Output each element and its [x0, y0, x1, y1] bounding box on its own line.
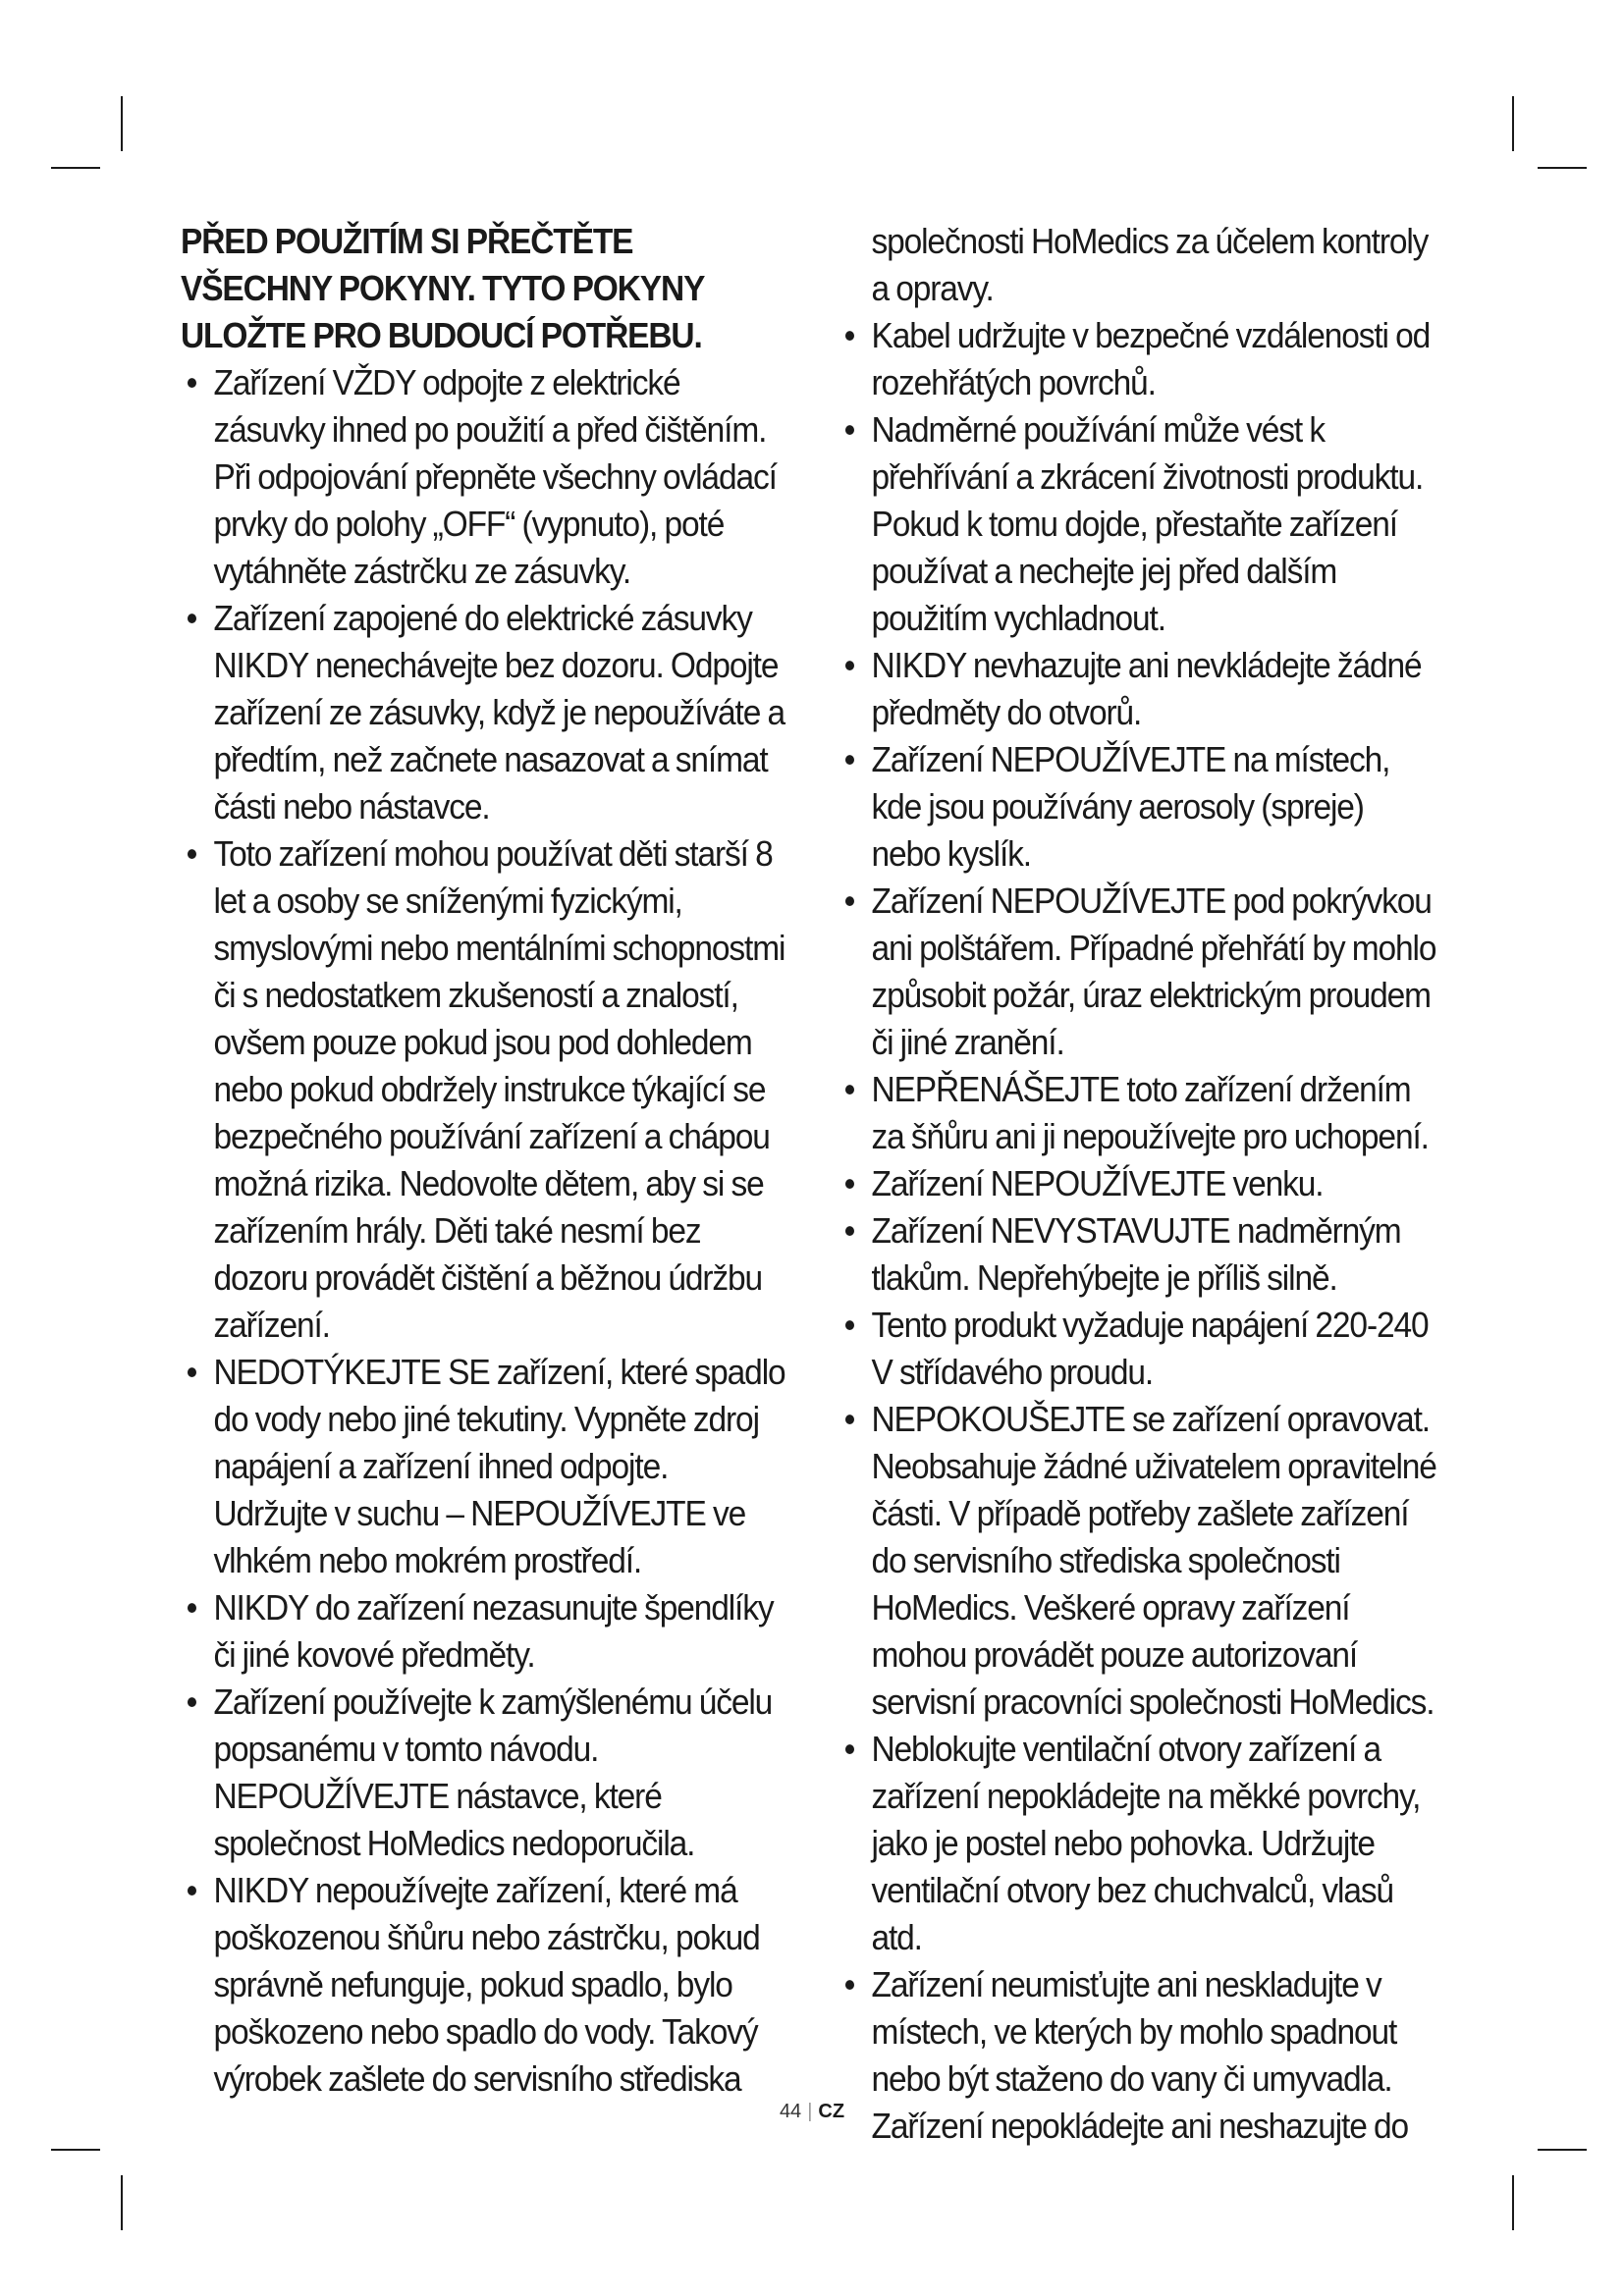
- list-item: [839, 878, 1436, 1066]
- list-item-text: Zařízení zapojené do elektrické zásuvky NIKDY nenechávejte bez dozoru. Odpojte zařízení ze zásuvky, když je nepoužíváte a předtím, než začnete nasazovat a snímat části nebo nástavce.: [213, 598, 785, 827]
- crop-mark-bottom-right-vertical: [1512, 2175, 1514, 2230]
- list-item: [181, 595, 787, 830]
- list-item-text: NIKDY nevhazujte ani nevkládejte žádné předměty do otvorů.: [871, 645, 1422, 732]
- bullet-icon: •: [186, 1682, 197, 1722]
- list-item: [839, 642, 1436, 736]
- bullet-icon: •: [843, 739, 855, 779]
- list-item-text: Neblokujte ventilační otvory zařízení a zařízení nepokládejte na měkké povrchy, jako je postel nebo pohovka. Udržujte ventilační otvory bez chuchvalců, vlasů atd.: [871, 1729, 1421, 1957]
- bullet-icon: •: [843, 645, 855, 685]
- footer-separator: |: [807, 2101, 813, 2122]
- list-item-text: NIKDY nepoužívejte zařízení, které má poškozenou šňůru nebo zástrčku, pokud správně nefunguje, pokud spadlo, bylo poškozeno nebo spadlo do vody. Takový výrobek zašlete do servisního střediska: [213, 1870, 760, 2099]
- list-item-text: Zařízení NEPOUŽÍVEJTE venku.: [871, 1163, 1324, 1203]
- continued-text: společnosti HoMedics za účelem kontroly a opravy.: [871, 221, 1429, 308]
- safety-heading: PŘED POUŽITÍM SI PŘEČTĚTE VŠECHNY POKYNY. TYTO POKYNY ULOŽTE PRO BUDOUCÍ POTŘEBU.: [181, 221, 704, 355]
- list-item-text: Zařízení používejte k zamýšlenému účelu popsanému v tomto návodu. NEPOUŽÍVEJTE nástavce, které společnost HoMedics nedoporučila.: [213, 1682, 773, 1863]
- list-item-text: Zařízení NEPOUŽÍVEJTE na místech, kde jsou používány aerosoly (spreje) nebo kyslík.: [871, 739, 1390, 874]
- page-number: 44: [779, 2101, 802, 2122]
- list-item: [839, 1726, 1436, 1961]
- bullet-icon: •: [843, 1399, 855, 1439]
- right-bullet-list: [839, 312, 1436, 2150]
- list-item-text: Zařízení NEPOUŽÍVEJTE pod pokrývkou ani polštářem. Případné přehřátí by mohlo způsobit požár, úraz elektrickým proudem či jiné zranění.: [871, 881, 1436, 1062]
- bullet-icon: •: [843, 1964, 855, 2004]
- list-item-text: Zařízení NEVYSTAVUJTE nadměrným tlakům. Nepřehýbejte je příliš silně.: [871, 1210, 1401, 1298]
- crop-mark-top-right-horizontal: [1538, 167, 1587, 169]
- list-item: [839, 312, 1436, 406]
- list-item: [839, 736, 1436, 878]
- list-item: [839, 1066, 1436, 1160]
- bullet-icon: •: [843, 881, 855, 921]
- bullet-icon: •: [186, 1587, 197, 1628]
- list-item: [839, 1160, 1436, 1207]
- language-code: CZ: [818, 2101, 845, 2122]
- bullet-icon: •: [843, 1305, 855, 1345]
- crop-mark-top-right-vertical: [1512, 96, 1514, 151]
- bullet-icon: •: [186, 1352, 197, 1392]
- list-item-text: Toto zařízení mohou používat děti starší 8 let a osoby se sníženými fyzickými, smyslovými nebo mentálními schopnostmi či s nedostatkem zkušeností a znalostí, ovšem pouze pokud jsou pod dohledem nebo pokud obdržely instrukce týkající se bezpečného používání zařízení a chápou možná rizika. Nedovolte dětem, aby si se zařízením hrály. Děti také nesmí bez dozoru provádět čištění a běžnou údržbu zařízení.: [213, 833, 785, 1345]
- left-bullet-list: [181, 359, 787, 2103]
- crop-mark-bottom-left-vertical: [121, 2175, 123, 2230]
- crop-mark-top-left-horizontal: [51, 167, 100, 169]
- list-item: [181, 1349, 787, 1584]
- list-item: [181, 1584, 787, 1679]
- bullet-icon: •: [186, 1870, 197, 1910]
- bullet-icon: •: [843, 315, 855, 355]
- list-item: [181, 1867, 787, 2103]
- list-item-text: Kabel udržujte v bezpečné vzdálenosti od rozehřátých povrchů.: [871, 315, 1431, 402]
- list-item: [839, 1396, 1436, 1726]
- list-item-text: Nadměrné používání může vést k přehřívání a zkrácení životnosti produktu. Pokud k tomu dojde, přestaňte zařízení používat a nechejte jej před dalším použitím vychladnout.: [871, 409, 1424, 638]
- crop-mark-top-left-vertical: [121, 96, 123, 151]
- bullet-icon: •: [843, 1069, 855, 1109]
- crop-mark-bottom-left-horizontal: [51, 2149, 100, 2151]
- list-item: [839, 1207, 1436, 1302]
- list-item: [181, 830, 787, 1349]
- list-item-text: NEDOTÝKEJTE SE zařízení, které spadlo do vody nebo jiné tekutiny. Vypněte zdroj napájení a zařízení ihned odpojte. Udržujte v suchu – NEPOUŽÍVEJTE ve vlhkém nebo mokrém prostředí.: [213, 1352, 785, 1580]
- list-item: [839, 406, 1436, 642]
- bullet-icon: •: [843, 1163, 855, 1203]
- bullet-icon: •: [843, 1210, 855, 1251]
- bullet-icon: •: [186, 598, 197, 638]
- list-item-text: NIKDY do zařízení nezasunujte špendlíky či jiné kovové předměty.: [213, 1587, 774, 1675]
- list-item: [839, 1302, 1436, 1396]
- bullet-icon: •: [843, 409, 855, 450]
- list-item: [181, 1679, 787, 1867]
- list-item: [181, 359, 787, 595]
- list-item-text: Zařízení VŽDY odpojte z elektrické zásuvky ihned po použití a před čištěním. Při odpojování přepněte všechny ovládací prvky do polohy „OFF“ (vypnuto), poté vytáhněte zástrčku ze zásuvky.: [213, 362, 777, 591]
- bullet-icon: •: [186, 362, 197, 402]
- list-item-text: Zařízení neumisťujte ani neskladujte v místech, ve kterých by mohlo spadnout nebo být staženo do vany či umyvadla. Zařízení nepokládejte ani neshazujte do: [871, 1964, 1408, 2146]
- page-footer: [0, 2099, 1624, 2124]
- bullet-icon: •: [843, 1729, 855, 1769]
- left-column: [181, 218, 787, 2103]
- list-item-text: NEPŘENÁŠEJTE toto zařízení držením za šňůru ani ji nepoužívejte pro uchopení.: [871, 1069, 1429, 1156]
- bullet-icon: •: [186, 833, 197, 874]
- crop-mark-bottom-right-horizontal: [1538, 2149, 1587, 2151]
- right-column: [839, 218, 1436, 2150]
- list-item-text: NEPOKOUŠEJTE se zařízení opravovat. Neobsahuje žádné uživatelem opravitelné části. V případě potřeby zašlete zařízení do servisního střediska společnosti HoMedics. Veškeré opravy zařízení mohou provádět pouze autorizovaní servisní pracovníci společnosti HoMedics.: [871, 1399, 1436, 1722]
- list-item-text: Tento produkt vyžaduje napájení 220-240 V střídavého proudu.: [871, 1305, 1429, 1392]
